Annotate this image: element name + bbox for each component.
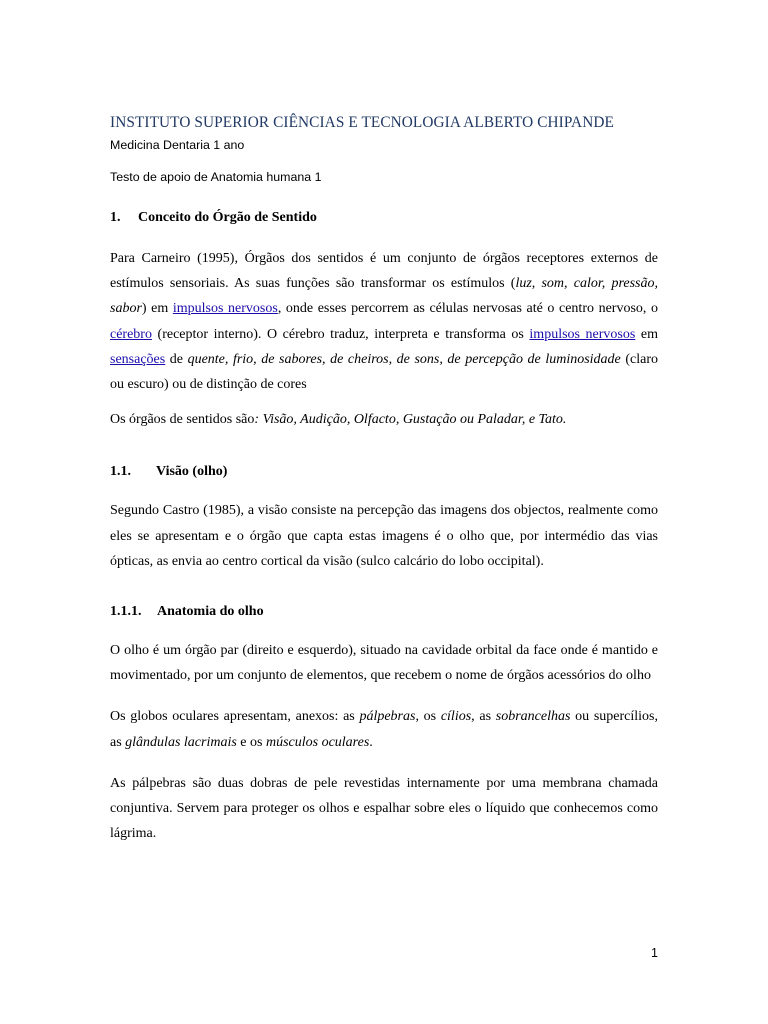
text-run: em [635,326,658,342]
section-1-heading [110,208,658,228]
link-impulsos-nervosos-2[interactable]: impulsos nervosos [529,326,636,342]
link-cerebro[interactable]: cérebro [110,326,152,342]
text-run: . [369,734,373,750]
italic-run: : Visão, Audição, Olfacto, Gustação ou Paladar, e Tato. [254,412,567,428]
section-1-1-title: Visão (olho) [156,464,228,480]
italic-run: pálpebras [359,709,416,725]
section-1-1-1-heading [110,602,658,622]
section-1-1-1-number: 1.1.1. [110,604,142,620]
text-run: ) em [141,301,173,317]
italic-run: luz, som, calor, pressão, sabor [110,276,658,317]
text-run: de [165,351,188,367]
section-1-1-1-paragraph-1: O olho é um órgão par (direito e esquerdo), situado na cavidade orbital da face onde é mantido e movimentado, por um conjunto de elementos, que recebem o nome de órgãos acessórios do olho [110,643,658,684]
italic-run: sobrancelhas [495,709,571,725]
text-run: (receptor interno). O cérebro traduz, interpreta e transforma os [151,326,530,342]
section-1-title: Conceito do Órgão de Sentido [138,210,317,225]
text-run: , os [415,709,441,725]
text-run: (claro ou escuro) ou de distinção de cores [110,351,658,393]
text-run: Os órgãos de sentidos são [110,412,255,428]
text-run: ou supercílios, as [110,709,658,750]
page-number: 1 [651,946,658,960]
section-1-paragraph-2 [110,407,658,432]
link-sensacoes[interactable]: sensações [110,351,166,367]
italic-run: glândulas lacrimais [125,734,237,750]
section-1-number: 1. [110,210,121,225]
section-1-1-number: 1.1. [110,464,131,480]
section-1-1-heading [110,462,658,482]
italic-run: cílios [440,709,472,725]
text-run: , onde esses percorrem as células nervosas até o centro nervoso, o [277,301,658,317]
italic-run: músculos oculares [265,734,370,750]
text-title: Testo de apoio de Anatomia humana 1 [110,170,322,184]
text-run: , as [471,709,496,725]
section-1-1-paragraph-1: Segundo Castro (1985), a visão consiste na percepção das imagens dos objectos, realmente como eles se apresentam e o órgão que capta estas imagens é o olho que, por intermédio das vias ópticas, as envia ao centro cortical da visão (sulco calcário do lobo occipital). [110,503,658,569]
text-run: e os [236,734,266,750]
section-1-paragraph-1 [110,246,658,397]
institute-title: INSTITUTO SUPERIOR CIÊNCIAS E TECNOLOGIA ALBERTO CHIPANDE [110,114,614,131]
course-line: Medicina Dentaria 1 ano [110,138,245,152]
document-body [110,112,658,846]
text-run: Para Carneiro (1995), Órgãos dos sentidos é um conjunto de órgãos receptores externos de estímulos sensoriais. As suas funções são transformar os estímulos ( [110,251,658,292]
italic-run: quente, frio, de sabores, de cheiros, de sons, de percepção de luminosidade [187,351,621,367]
section-1-1-1-paragraph-2 [110,704,658,754]
text-run: Os globos oculares apresentam, anexos: as [110,709,360,725]
section-1-1-1-paragraph-3: As pálpebras são duas dobras de pele revestidas internamente por uma membrana chamada conjuntiva. Servem para proteger os olhos e espalhar sobre eles o líquido que conhecemos como lágrima. [110,775,658,842]
link-impulsos-nervosos[interactable]: impulsos nervosos [172,301,278,317]
section-1-1-1-title: Anatomia do olho [157,604,264,620]
